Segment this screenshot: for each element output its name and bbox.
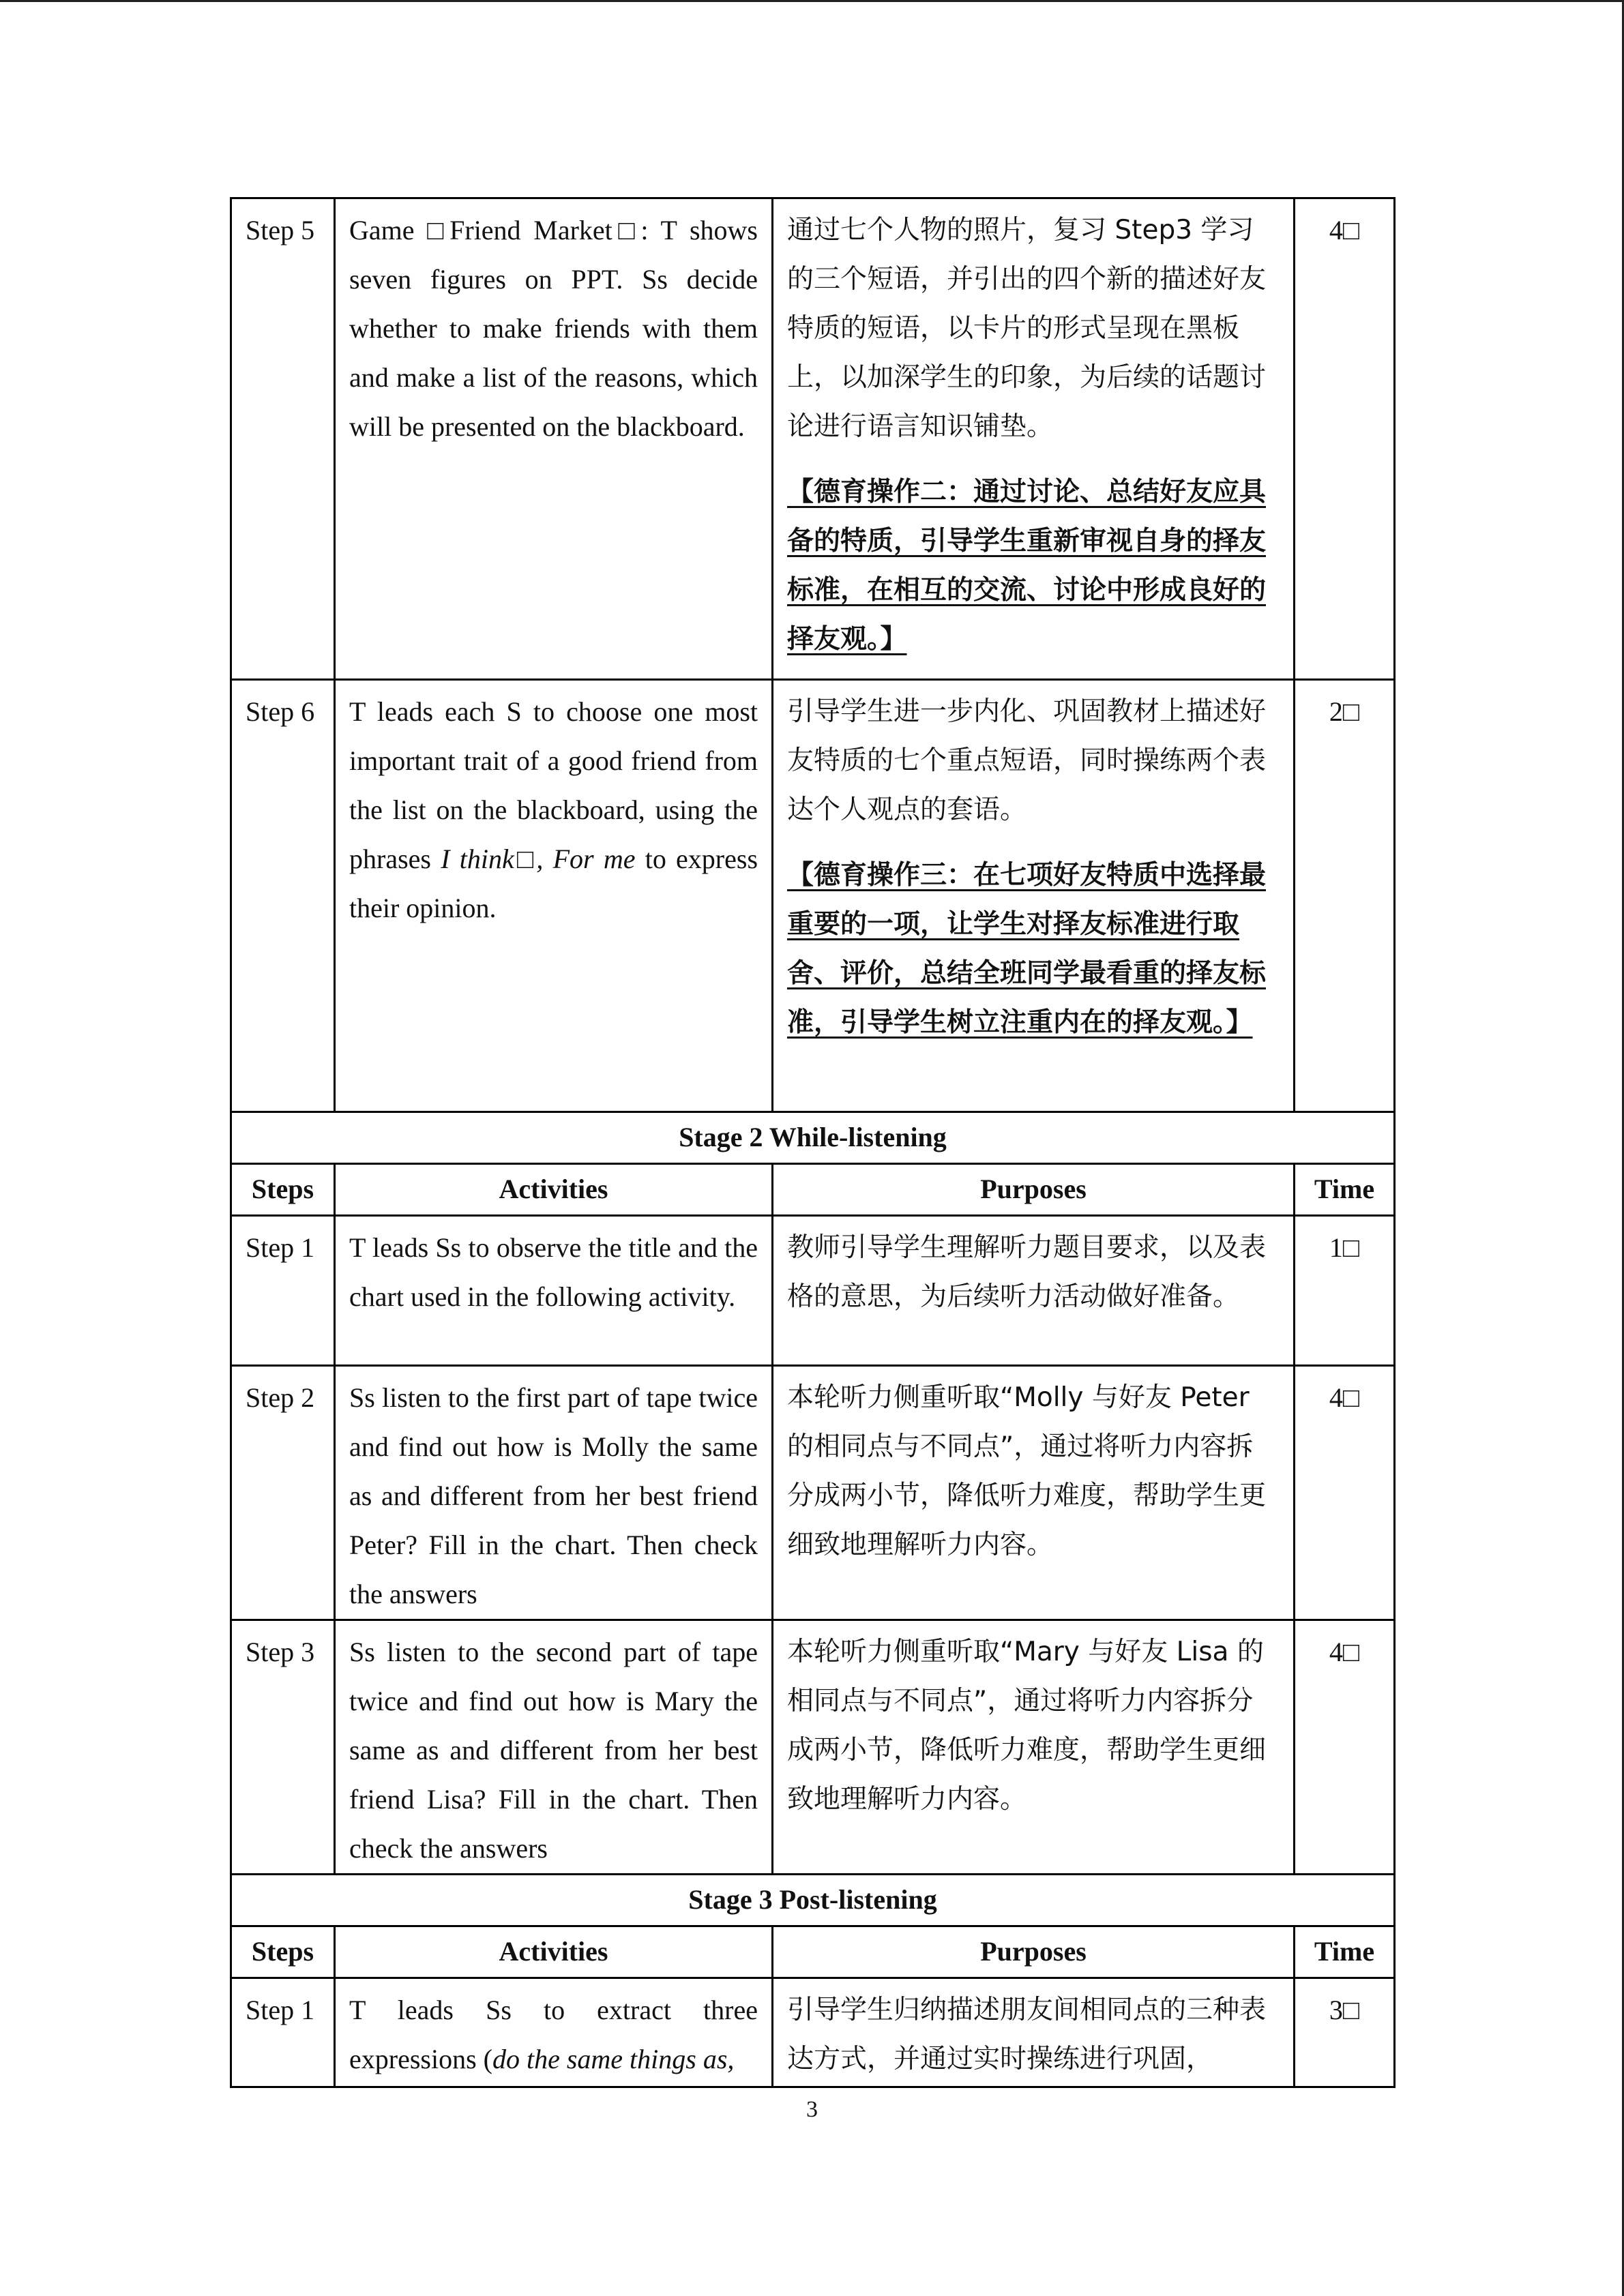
table-row: [231, 198, 1395, 680]
time-cell: 4□: [1295, 1366, 1395, 1620]
purpose-cell: 教师引导学生理解听力题目要求，以及表格的意思，为后续听力活动做好准备。: [773, 1216, 1295, 1366]
header-time: Time: [1295, 1164, 1395, 1216]
page-number: 3: [806, 2097, 818, 2122]
table-row: [231, 680, 1395, 1112]
step-cell: Step 1: [231, 1978, 335, 2087]
header-steps: Steps: [231, 1926, 335, 1978]
header-time: Time: [1295, 1926, 1395, 1978]
step-cell: Step 1: [231, 1216, 335, 1366]
time-cell: 3□: [1295, 1978, 1395, 2087]
activity-cell: Ss listen to the first part of tape twice and find out how is Molly the same as and different from her best friend Peter? Fill in the chart. Then check the answers: [335, 1366, 773, 1620]
activity-cell: [335, 680, 773, 1112]
activity-cell: Game □Friend Market□: T shows seven figures on PPT. Ss decide whether to make friends with them and make a list of the reasons, which will be presented on the blackboard.: [335, 198, 773, 680]
activity-cell: T leads Ss to observe the title and the chart used in the following activity.: [335, 1216, 773, 1366]
header-row: [231, 1164, 1395, 1216]
time-cell: 4□: [1295, 1620, 1395, 1875]
stage-title: Stage 2 While-listening: [231, 1112, 1395, 1164]
header-activities: Activities: [335, 1926, 773, 1978]
table-row: [231, 1620, 1395, 1875]
header-activities: Activities: [335, 1164, 773, 1216]
header-row: [231, 1926, 1395, 1978]
activity-cell: Ss listen to the second part of tape twice and find out how is Mary the same as and different from her best friend Lisa? Fill in the chart. Then check the answers: [335, 1620, 773, 1875]
activity-text: to express their opinion.: [349, 844, 758, 923]
step-cell: Step 3: [231, 1620, 335, 1875]
header-purposes: Purposes: [773, 1164, 1295, 1216]
purpose-cell: [773, 680, 1295, 1112]
step-cell: Step 6: [231, 680, 335, 1112]
header-steps: Steps: [231, 1164, 335, 1216]
time-cell: 1□: [1295, 1216, 1395, 1366]
moral-education-note: 【德育操作三：在七项好友特质中选择最重要的一项，让学生对择友标准进行取舍、评价，总结全班同学最看重的择友标准，引导学生树立注重内在的择友观。】: [787, 860, 1267, 1038]
stage-title: Stage 3 Post-listening: [231, 1875, 1395, 1926]
purpose-text: 通过七个人物的照片，复习 Step3 学习的三个短语，并引出的四个新的描述好友特质的短语，以卡片的形式呈现在黑板上，以加深学生的印象，为后续的话题讨论进行语言知识铺垫。: [787, 215, 1267, 442]
step-cell: Step 2: [231, 1366, 335, 1620]
stage-title-row: [231, 1112, 1395, 1164]
moral-education-note: 【德育操作二：通过讨论、总结好友应具备的特质，引导学生重新审视自身的择友标准，在相互的交流、讨论中形成良好的择友观。】: [787, 477, 1267, 655]
header-purposes: Purposes: [773, 1926, 1295, 1978]
purpose-cell: 本轮听力侧重听取“Mary 与好友 Lisa 的相同点与不同点”，通过将听力内容拆分成两小节，降低听力难度，帮助学生更细致地理解听力内容。: [773, 1620, 1295, 1875]
time-cell: 2□: [1295, 680, 1395, 1112]
activity-italic-phrase: do the same things as,: [492, 2044, 735, 2074]
page-top-border: [0, 0, 1624, 2]
purpose-cell: [773, 198, 1295, 680]
activity-italic-phrase: I think□, For me: [441, 844, 636, 874]
time-cell: 4□: [1295, 198, 1395, 680]
purpose-text: 引导学生进一步内化、巩固教材上描述好友特质的七个重点短语，同时操练两个表达个人观点的套语。: [787, 696, 1267, 825]
activity-cell: [335, 1978, 773, 2087]
purpose-cell: 引导学生归纳描述朋友间相同点的三种表达方式，并通过实时操练进行巩固，: [773, 1978, 1295, 2087]
activity-text: T leads each S to choose one most important trait of a good friend from the list on the blackboard, using the phrases: [349, 696, 758, 874]
lesson-plan-table: [230, 197, 1396, 2088]
stage-title-row: [231, 1875, 1395, 1926]
activity-text: T leads Ss to extract three expressions (: [349, 1995, 758, 2074]
step-cell: Step 5: [231, 198, 335, 680]
table-row: [231, 1366, 1395, 1620]
purpose-cell: 本轮听力侧重听取“Molly 与好友 Peter 的相同点与不同点”，通过将听力内容拆分成两小节，降低听力难度，帮助学生更细致地理解听力内容。: [773, 1366, 1295, 1620]
table-row: [231, 1978, 1395, 2087]
table-row: [231, 1216, 1395, 1366]
